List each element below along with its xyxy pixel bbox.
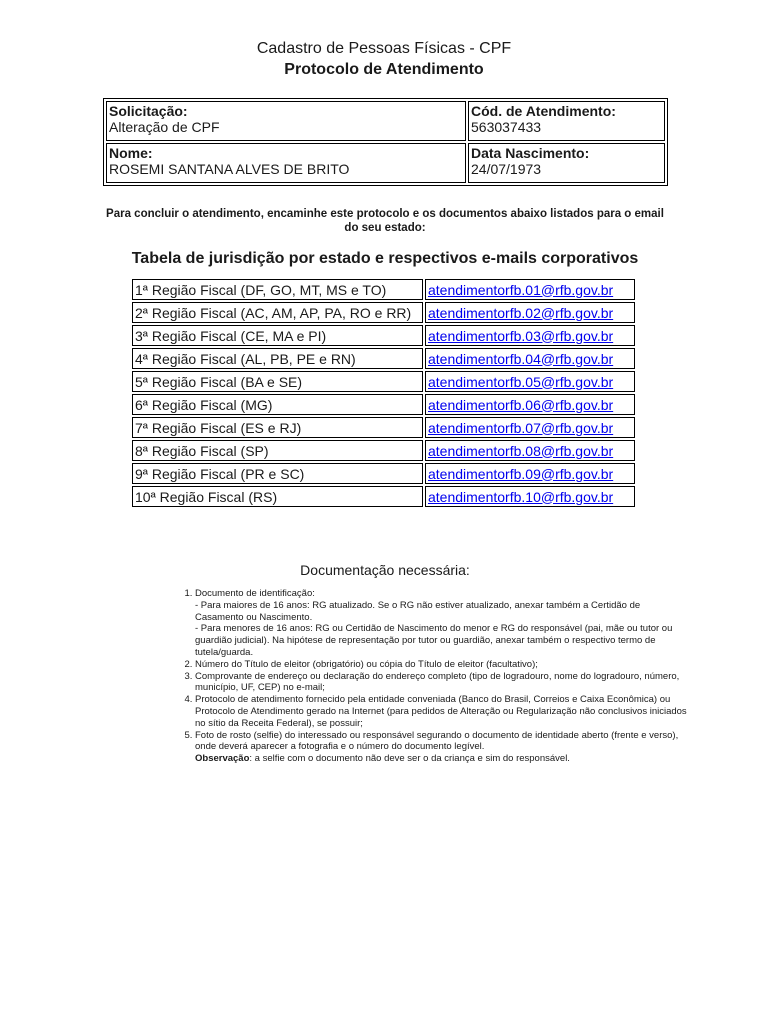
doc-item1-title: Documento de identificação: (195, 588, 315, 599)
email-cell (425, 394, 635, 415)
nascimento-cell (468, 143, 665, 183)
solicitacao-value: Alteração de CPF (109, 119, 220, 135)
region-cell: 5ª Região Fiscal (BA e SE) (132, 371, 423, 392)
email-link[interactable]: atendimentorfb.07@rfb.gov.br (428, 419, 614, 436)
list-item (195, 671, 689, 695)
email-cell (425, 440, 635, 461)
nome-cell (106, 143, 466, 183)
table-row (106, 143, 665, 183)
email-cell (425, 302, 635, 323)
table-row (132, 394, 635, 415)
email-link[interactable]: atendimentorfb.06@rfb.gov.br (428, 396, 614, 413)
email-link[interactable]: atendimentorfb.08@rfb.gov.br (428, 442, 614, 459)
email-link[interactable]: atendimentorfb.05@rfb.gov.br (428, 373, 614, 390)
codigo-value: 563037433 (471, 119, 542, 135)
region-cell: 4ª Região Fiscal (AL, PB, PE e RN) (132, 348, 423, 369)
email-link[interactable]: atendimentorfb.10@rfb.gov.br (428, 488, 614, 505)
table-row (132, 417, 635, 438)
solicitacao-cell (106, 101, 466, 141)
nascimento-label: Data Nascimento: (471, 145, 590, 161)
email-link[interactable]: atendimentorfb.04@rfb.gov.br (428, 350, 614, 367)
table-row (132, 348, 635, 369)
region-cell: 9ª Região Fiscal (PR e SC) (132, 463, 423, 484)
docs-title: Documentação necessária: (300, 562, 470, 578)
table-row (132, 302, 635, 323)
list-item (195, 694, 689, 729)
table-row (132, 325, 635, 346)
email-cell (425, 417, 635, 438)
region-cell: 3ª Região Fiscal (CE, MA e PI) (132, 325, 423, 346)
solicitacao-label: Solicitação: (109, 103, 188, 119)
email-cell (425, 371, 635, 392)
table-row (132, 371, 635, 392)
region-cell: 7ª Região Fiscal (ES e RJ) (132, 417, 423, 438)
email-cell (425, 486, 635, 507)
nome-label: Nome: (109, 145, 153, 161)
codigo-label: Cód. de Atendimento: (471, 103, 616, 119)
email-cell (425, 348, 635, 369)
table-row (106, 101, 665, 141)
page-subtitle: Protocolo de Atendimento (284, 61, 484, 78)
observation-label: Observação (195, 753, 250, 765)
email-link[interactable]: atendimentorfb.09@rfb.gov.br (428, 465, 614, 482)
table-row (132, 463, 635, 484)
table-row (132, 440, 635, 461)
instructions-text: Para concluir o atendimento, encaminhe este protocolo e os documentos abaixo listados para o email do seu estado: (106, 208, 664, 234)
docs-list (176, 588, 689, 765)
codigo-cell (468, 101, 665, 141)
email-cell (425, 325, 635, 346)
doc-item5: Foto de rosto (selfie) do interessado ou responsável segurando o documento de identidade aberto (frente e verso), onde deverá aparecer a fotografia e o número do documento legível. (195, 729, 679, 753)
doc-item1-line1: - Para maiores de 16 anos: RG atualizado. Se o RG não estiver atualizado, anexar também a Certidão de Casamento ou Nascimento. (195, 599, 641, 623)
jurisdiction-table (130, 277, 637, 509)
region-cell: 8ª Região Fiscal (SP) (132, 440, 423, 461)
email-link[interactable]: atendimentorfb.01@rfb.gov.br (428, 281, 614, 298)
jurisdiction-title: Tabela de jurisdição por estado e respectivos e-mails corporativos (131, 250, 639, 267)
list-item (195, 588, 689, 659)
nascimento-value: 24/07/1973 (471, 161, 542, 177)
table-row (132, 279, 635, 300)
protocol-info-table (103, 98, 668, 186)
region-cell: 2ª Região Fiscal (AC, AM, AP, PA, RO e RR) (132, 302, 423, 323)
list-item (195, 730, 689, 765)
region-cell: 6ª Região Fiscal (MG) (132, 394, 423, 415)
email-cell (425, 463, 635, 484)
table-row (132, 486, 635, 507)
nome-value: ROSEMI SANTANA ALVES DE BRITO (109, 161, 350, 177)
page-title: Cadastro de Pessoas Físicas - CPF (256, 40, 512, 57)
email-cell (425, 279, 635, 300)
region-cell: 1ª Região Fiscal (DF, GO, MT, MS e TO) (132, 279, 423, 300)
email-link[interactable]: atendimentorfb.02@rfb.gov.br (428, 304, 614, 321)
region-cell: 10ª Região Fiscal (RS) (132, 486, 423, 507)
doc-item2: Número do Título de eleitor (obrigatório) ou cópia do Título de eleitor (facultativo); (195, 658, 538, 670)
observation-text: : a selfie com o documento não deve ser o da criança e sim do responsável. (249, 753, 570, 765)
list-item (195, 659, 689, 671)
doc-item4: Protocolo de atendimento fornecido pela entidade conveniada (Banco do Brasil, Correios e Caixa Econômica) ou Protocolo de Atendimento gerado na Internet (para pedidos de Alteração ou Regularização não conclusivos iniciados no sítio da Receita Federal), se possuir; (195, 694, 687, 729)
doc-item3: Comprovante de endereço ou declaração do endereço completo (tipo de logradouro, nome do logradouro, número, município, UF, CEP) no e-mail; (195, 670, 680, 694)
email-link[interactable]: atendimentorfb.03@rfb.gov.br (428, 327, 614, 344)
doc-item1-line2: - Para menores de 16 anos: RG ou Certidão de Nascimento do menor e RG do responsável (pai, mãe ou tutor ou guardião judicial). Na hipótese de representação por tutor ou guardião, anexar também o respectivo termo de tutela/guarda. (195, 623, 673, 658)
